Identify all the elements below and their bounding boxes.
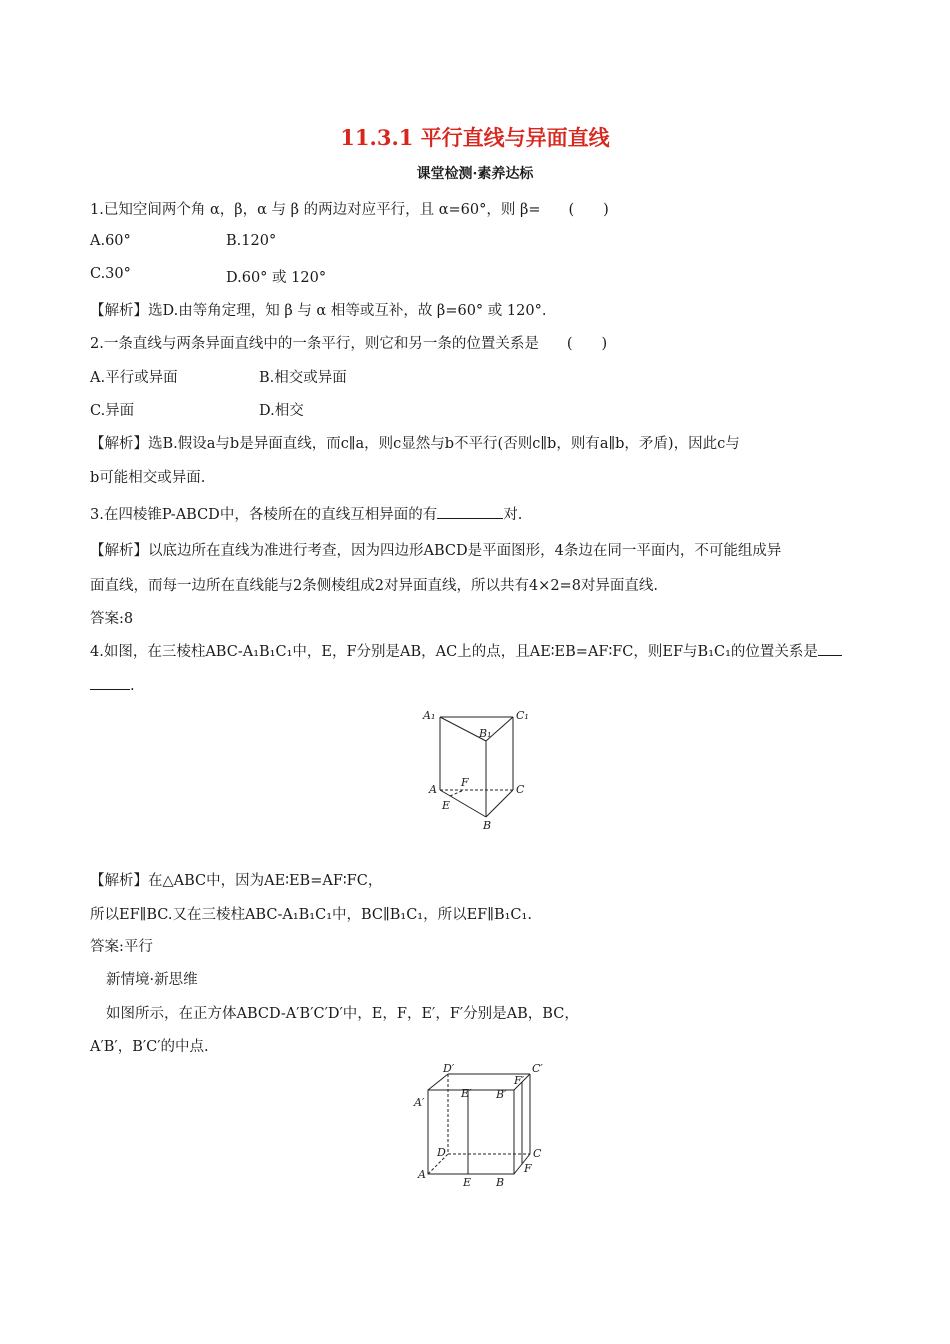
label-c: C bbox=[516, 783, 525, 796]
q4-stem-line2 bbox=[90, 676, 135, 694]
q3-stem-a: 3.在四棱锥P-ABCD中，各棱所在的直线互相异面的有 bbox=[90, 507, 438, 523]
label-b-prime: B′ bbox=[496, 1088, 507, 1101]
q2-analysis-line2: b可能相交或异面. bbox=[90, 470, 206, 486]
label-e-prime: E′ bbox=[461, 1087, 472, 1100]
q1-paren: ( ) bbox=[568, 202, 609, 218]
label-c: C bbox=[533, 1147, 542, 1160]
label-a1: A₁ bbox=[423, 709, 436, 722]
prism-figure bbox=[415, 705, 535, 835]
q1-stem-line bbox=[90, 198, 609, 219]
extra-text-line1: 如图所示，在正方体ABCD-A′B′C′D′中，E，F，E′，F′分别是AB，BC， bbox=[106, 1006, 579, 1022]
page-title: 11.3.1 平行直线与异面直线 bbox=[340, 125, 610, 150]
label-d-prime: D′ bbox=[443, 1062, 455, 1075]
label-c1: C₁ bbox=[516, 709, 529, 722]
q4-answer-blank-a bbox=[818, 642, 842, 656]
q3-analysis-line2: 面直线，而每一边所在直线能与2条侧棱组成2对异面直线，所以共有4×2=8对异面直线. bbox=[90, 578, 659, 594]
q2-stem: 2.一条直线与两条异面直线中的一条平行，则它和另一条的位置关系是 bbox=[90, 336, 539, 352]
label-b: B bbox=[483, 819, 492, 832]
edge-a-prime-d-prime bbox=[428, 1074, 448, 1090]
extra-text-line2: A′B′，B′C′的中点. bbox=[90, 1039, 209, 1055]
label-b1: B₁ bbox=[479, 727, 492, 740]
q2-option-a: A.平行或异面 bbox=[90, 370, 178, 386]
q1-analysis: 【解析】选D.由等角定理，知 β 与 α 相等或互补，故 β=60° 或 120°. bbox=[90, 303, 547, 319]
q1-option-b: B.120° bbox=[226, 233, 277, 249]
q3-stem-line bbox=[90, 503, 522, 524]
label-d: D bbox=[437, 1146, 446, 1159]
label-e: E bbox=[442, 799, 451, 812]
q4-stem-end: . bbox=[130, 678, 135, 694]
label-e: E bbox=[463, 1176, 472, 1189]
q4-analysis-line1: 【解析】在△ABC中，因为AE∶EB=AF∶FC， bbox=[90, 873, 383, 889]
q3-answer: 答案:8 bbox=[90, 611, 134, 627]
front-face bbox=[428, 1090, 514, 1174]
q1-option-c: C.30° bbox=[90, 266, 131, 282]
edge-bc bbox=[486, 790, 513, 817]
q2-option-b: B.相交或异面 bbox=[259, 370, 347, 386]
label-b: B bbox=[496, 1176, 505, 1189]
q4-stem-line bbox=[90, 640, 842, 661]
q2-analysis-line1: 【解析】选B.假设a与b是异面直线，而c∥a，则c显然与b不平行(否则c∥b，则有a∥b，矛盾)，因此c与 bbox=[90, 436, 740, 452]
q4-answer-blank-b bbox=[90, 676, 130, 690]
label-a: A bbox=[418, 1168, 426, 1181]
q2-option-c: C.异面 bbox=[90, 403, 135, 419]
q4-answer: 答案:平行 bbox=[90, 939, 153, 955]
q2-stem-line bbox=[90, 332, 607, 353]
q4-analysis-line2: 所以EF∥BC.又在三棱柱ABC-A₁B₁C₁中，BC∥B₁C₁，所以EF∥B₁C₁. bbox=[90, 907, 532, 923]
q2-option-d: D.相交 bbox=[259, 403, 304, 419]
q4-stem: 4.如图，在三棱柱ABC-A₁B₁C₁中，E，F分别是AB，AC上的点，且AE∶EB=AF∶FC，则EF与B₁C₁的位置关系是 bbox=[90, 644, 818, 660]
label-f-prime: F′ bbox=[514, 1074, 525, 1087]
q3-answer-blank bbox=[437, 505, 503, 519]
label-a: A bbox=[429, 783, 437, 796]
q1-stem: 1.已知空间两个角 α，β，α 与 β 的两边对应平行，且 α=60°，则 β= bbox=[90, 202, 541, 218]
label-c-prime: C′ bbox=[532, 1062, 543, 1075]
segment-ef bbox=[450, 790, 464, 796]
extra-heading: 新情境·新思维 bbox=[106, 972, 198, 988]
q2-paren: ( ) bbox=[566, 336, 608, 352]
label-a-prime: A′ bbox=[414, 1096, 425, 1109]
label-f: F bbox=[461, 776, 469, 789]
q1-option-a: A.60° bbox=[90, 233, 131, 249]
label-f: F bbox=[524, 1162, 532, 1175]
page-subtitle: 课堂检测·素养达标 bbox=[416, 166, 534, 182]
q1-option-d: D.60° 或 120° bbox=[226, 270, 327, 286]
q3-stem-b: 对. bbox=[503, 507, 523, 523]
cube-figure bbox=[410, 1062, 550, 1192]
q3-analysis-line1: 【解析】以底边所在直线为准进行考查，因为四边形ABCD是平面图形，4条边在同一平面内，不可能组成异 bbox=[90, 543, 782, 559]
